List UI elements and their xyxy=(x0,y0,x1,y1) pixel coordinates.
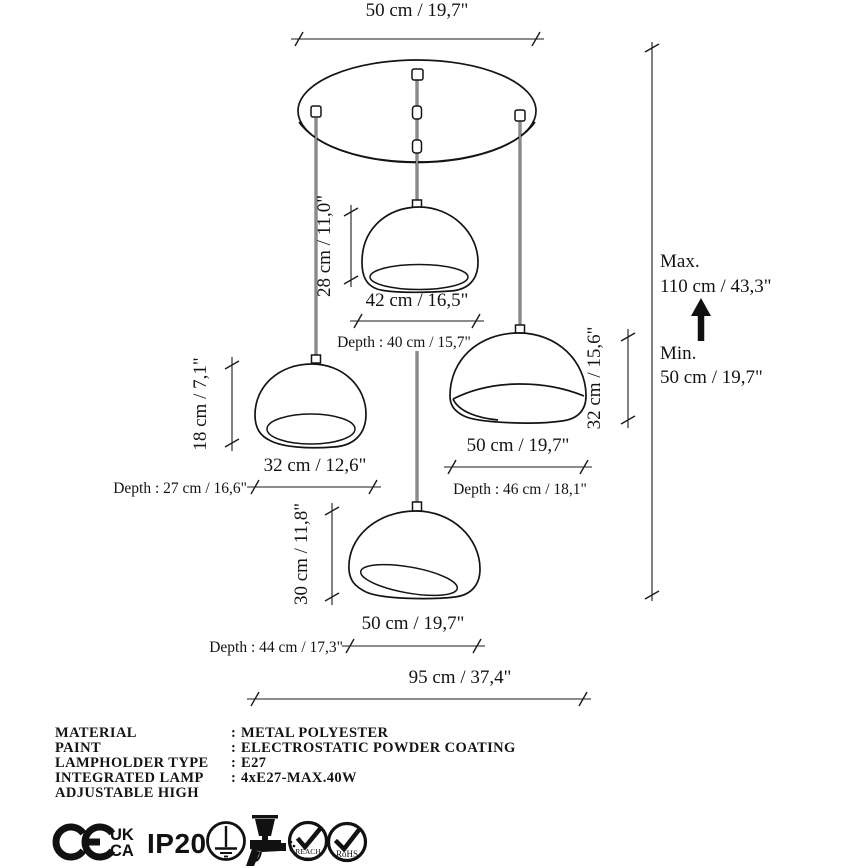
spec-row xyxy=(55,725,389,741)
top-lamp-height-label: 28 cm / 11,0" xyxy=(314,194,335,298)
spec-colon: : xyxy=(231,770,237,786)
top-lamp-depth-label: Depth : 40 cm / 15,7" xyxy=(337,334,471,351)
spec-value: E27 xyxy=(241,755,267,771)
canopy-width-label: 50 cm / 19,7" xyxy=(365,0,469,21)
pendant-shade-left xyxy=(255,364,366,448)
spray-gun-icon xyxy=(246,815,295,866)
bottom-lamp-height-label: 30 cm / 11,8" xyxy=(291,502,312,606)
cord-socket xyxy=(516,325,525,333)
cord-cap xyxy=(515,110,525,121)
reach-label: REACH xyxy=(295,847,321,856)
pendant-shade-bottom xyxy=(349,511,480,601)
left-lamp-depth-label: Depth : 27 cm / 16,6" xyxy=(113,480,247,497)
top-lamp-width-label: 42 cm / 16,5" xyxy=(365,290,469,311)
height-range xyxy=(660,251,772,388)
right-lamp-width-label: 50 cm / 19,7" xyxy=(466,435,570,456)
ce-mark-icon xyxy=(56,827,112,857)
reach-badge-icon xyxy=(290,823,327,861)
spec-row xyxy=(55,785,199,801)
shade-opening xyxy=(370,265,468,290)
spec-label: INTEGRATED LAMP xyxy=(55,770,204,786)
cord-socket xyxy=(413,502,422,511)
spec-label: ADJUSTABLE HIGH xyxy=(55,785,199,801)
total-width-label: 95 cm / 37,4" xyxy=(408,667,512,688)
right-lamp-depth-label: Depth : 46 cm / 18,1" xyxy=(453,481,587,498)
dimension-annotations xyxy=(113,0,659,706)
right-lamp-height-label: 32 cm / 15,6" xyxy=(584,326,605,430)
ip-rating-label: IP20 xyxy=(147,828,207,859)
spec-label: MATERIAL xyxy=(55,725,137,741)
cord-socket xyxy=(312,355,321,363)
ukca-mark-icon xyxy=(110,826,134,860)
up-arrow-icon xyxy=(691,298,711,341)
cord-adjuster xyxy=(413,140,422,153)
shade-opening xyxy=(267,414,355,444)
spec-colon: : xyxy=(231,725,237,741)
spec-value: METAL POLYESTER xyxy=(241,725,389,741)
cord-cap xyxy=(311,106,321,117)
spec-label: PAINT xyxy=(55,740,102,756)
bottom-lamp-depth-label: Depth : 44 cm / 17,3" xyxy=(209,639,343,656)
ukca-line2: CA xyxy=(110,842,134,860)
spec-colon: : xyxy=(231,740,237,756)
spec-label: LAMPHOLDER TYPE xyxy=(55,755,209,771)
max-value: 110 cm / 43,3" xyxy=(660,276,772,297)
rohs-badge-icon xyxy=(329,824,366,861)
max-label: Max. xyxy=(660,251,700,272)
spec-row xyxy=(55,740,516,756)
reach-sub-label: COMPLIANT xyxy=(298,856,318,860)
certification-icons xyxy=(56,815,365,866)
rohs-label: RoHS xyxy=(335,849,359,859)
spec-value: ELECTROSTATIC POWDER COATING xyxy=(241,740,516,756)
ukca-line1: UK xyxy=(110,826,134,844)
pendant-shade-top xyxy=(362,207,478,292)
left-lamp-height-label: 18 cm / 7,1" xyxy=(190,357,211,451)
spec-colon: : xyxy=(231,755,237,771)
spec-row xyxy=(55,770,357,786)
min-label: Min. xyxy=(660,343,697,364)
spec-table xyxy=(55,725,516,801)
cord-adjuster xyxy=(413,106,422,119)
spec-row xyxy=(55,755,266,771)
spec-value: 4xE27-MAX.40W xyxy=(241,770,357,786)
left-lamp-width-label: 32 cm / 12,6" xyxy=(263,455,367,476)
cord-cap xyxy=(412,69,423,80)
earth-ground-icon xyxy=(208,823,245,860)
min-value: 50 cm / 19,7" xyxy=(660,367,763,388)
bottom-lamp-width-label: 50 cm / 19,7" xyxy=(361,613,465,634)
